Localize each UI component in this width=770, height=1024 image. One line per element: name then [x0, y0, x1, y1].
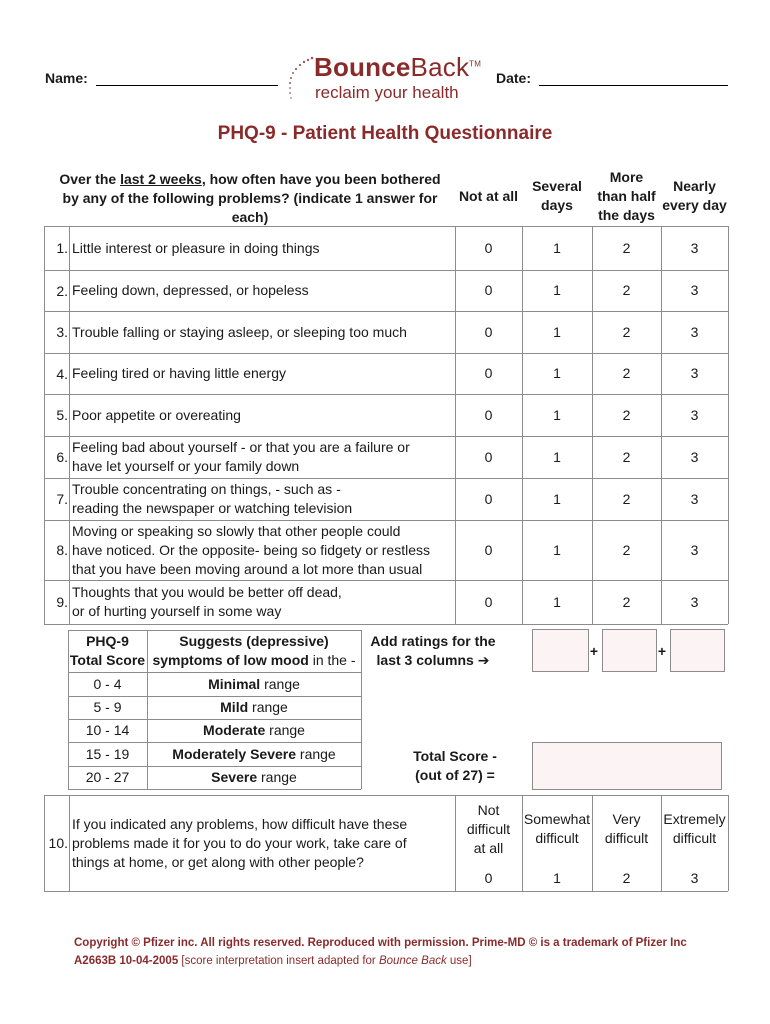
score-option[interactable]: 2 [622, 448, 631, 465]
difficulty-label: Very difficult [604, 811, 649, 846]
question-text: Trouble concentrating on things, - such as - reading the newspaper or watching television [72, 481, 353, 516]
difficulty-score-option[interactable]: 2 [622, 869, 631, 886]
add-ratings-label: Add ratings for the last 3 columns ➔ [370, 633, 496, 668]
severity-level: Moderate range [203, 722, 305, 738]
form-code-line: A2663B 10-04-2005 [score interpretation insert adapted for Bounce Back use] [74, 955, 472, 967]
severity-level: Severe range [211, 769, 297, 785]
score-range: 5 - 9 [93, 699, 122, 715]
score-option[interactable]: 3 [690, 448, 699, 465]
logo-swoosh-icon [284, 54, 314, 104]
score-option[interactable]: 1 [553, 282, 561, 298]
question-number: 1. [56, 240, 68, 256]
score-option[interactable]: 1 [553, 593, 561, 610]
score-option[interactable]: 1 [553, 541, 561, 558]
total-score-box[interactable] [532, 742, 722, 790]
logo-tagline: reclaim your health [315, 83, 459, 102]
score-option[interactable]: 2 [622, 365, 631, 381]
score-option[interactable]: 0 [484, 239, 493, 256]
question-text: Feeling bad about yourself - or that you are a failure or have let yourself or your family down [72, 439, 410, 474]
score-option[interactable]: 0 [484, 323, 493, 340]
grid-column-divider [728, 226, 729, 624]
score-option[interactable]: 0 [484, 490, 493, 507]
question-header: Over the last 2 weeks, how often have you been bothered by any of the following problems? (indicate 1 answer for each) [59, 170, 441, 225]
score-option[interactable]: 3 [690, 593, 699, 610]
question-text: Thoughts that you would be better off dead, or of hurting yourself in some way [72, 584, 342, 619]
row-divider [44, 624, 728, 625]
score-option[interactable]: 1 [553, 365, 561, 381]
arrow-right-icon: ➔ [477, 652, 490, 668]
question-text: Poor appetite or overeating [72, 406, 241, 423]
question-text: Moving or speaking so slowly that other people could have noticed. Or the opposite- being so fidgety or restless that you have been moving around a lot more than usual [72, 522, 430, 577]
copyright-line: Copyright © Pfizer inc. All rights reserved. Reproduced with permission. Prime-MD © is a trademark of Pfizer Inc [74, 937, 687, 949]
question-number: 5. [56, 407, 68, 423]
score-option[interactable]: 1 [553, 406, 561, 423]
score-option[interactable]: 3 [690, 406, 699, 423]
grid-number-divider [69, 226, 70, 624]
score-option[interactable]: 2 [622, 282, 631, 298]
score-option[interactable]: 2 [622, 593, 631, 610]
score-table-divider [68, 789, 361, 790]
score-option[interactable]: 0 [484, 365, 493, 381]
score-table-header-symptoms: Suggests (depressive) symptoms of low mood in the - [152, 633, 356, 668]
score-option[interactable]: 3 [690, 282, 699, 298]
difficulty-label: Not difficult at all [466, 801, 511, 856]
score-option[interactable]: 3 [690, 365, 699, 381]
score-range: 15 - 19 [85, 745, 130, 762]
q10-border [44, 891, 728, 892]
q10-border [69, 795, 70, 891]
score-range: 0 - 4 [93, 675, 122, 692]
difficulty-score-option[interactable]: 1 [553, 869, 561, 886]
date-label: Date: [496, 70, 532, 86]
score-option[interactable]: 2 [622, 323, 631, 340]
score-table-divider [361, 630, 362, 789]
score-option[interactable]: 1 [553, 323, 561, 340]
score-range: 10 - 14 [85, 722, 130, 738]
score-option[interactable]: 0 [484, 541, 493, 558]
logo-bold-text: Bounce [314, 52, 411, 82]
score-option[interactable]: 0 [484, 448, 493, 465]
question-text: Feeling tired or having little energy [72, 365, 287, 381]
col-header-not-at-all: Not at all [458, 187, 519, 204]
name-label: Name: [45, 70, 88, 86]
question-text: Trouble falling or staying asleep, or sleeping too much [72, 323, 407, 340]
severity-level: Minimal range [208, 675, 300, 692]
plus-sign-1: + [589, 642, 599, 659]
difficulty-score-option[interactable]: 3 [690, 869, 699, 886]
score-range: 20 - 27 [85, 769, 130, 785]
score-option[interactable]: 1 [553, 490, 561, 507]
score-option[interactable]: 2 [622, 541, 631, 558]
question-text: Little interest or pleasure in doing things [72, 239, 320, 256]
score-option[interactable]: 2 [622, 406, 631, 423]
sum-box-more-than-half[interactable] [602, 629, 657, 672]
score-option[interactable]: 2 [622, 490, 631, 507]
date-field[interactable] [496, 70, 728, 86]
logo-tm: TM [469, 59, 482, 69]
difficulty-label: Somewhat difficult [523, 811, 591, 846]
difficulty-label: Extremely difficult [663, 811, 726, 846]
score-option[interactable]: 3 [690, 323, 699, 340]
severity-level: Mild range [220, 699, 288, 715]
name-line[interactable] [96, 70, 278, 86]
total-score-label: Total Score - (out of 27) = [413, 748, 497, 783]
severity-level: Moderately Severe range [172, 745, 336, 762]
logo [284, 50, 494, 108]
col-header-several-days: Several days [532, 178, 582, 213]
question-number: 4. [56, 365, 68, 382]
score-table-header-total: PHQ-9 Total Score [69, 633, 146, 668]
date-line[interactable] [539, 70, 728, 86]
question-text: Feeling down, depressed, or hopeless [72, 282, 309, 298]
score-option[interactable]: 0 [484, 593, 493, 610]
plus-sign-2: + [657, 642, 667, 659]
question-number: 2. [56, 282, 68, 299]
score-option[interactable]: 3 [690, 239, 699, 256]
name-field[interactable] [45, 70, 278, 86]
score-option[interactable]: 3 [690, 541, 699, 558]
logo-light-text: Back [410, 52, 470, 82]
score-option[interactable]: 0 [484, 406, 493, 423]
question-number: 3. [56, 324, 68, 340]
score-option[interactable]: 0 [484, 282, 493, 298]
score-option[interactable]: 3 [690, 490, 699, 507]
difficulty-score-option[interactable]: 0 [484, 869, 493, 886]
question-number: 6. [56, 449, 68, 465]
question-number: 8. [56, 542, 68, 558]
q10-text: If you indicated any problems, how difficult have these problems made it for you to do your work, take care of things at home, or get along with other people? [72, 815, 408, 870]
sum-box-nearly-every-day[interactable] [670, 629, 725, 672]
page-title: PHQ-9 - Patient Health Questionnaire [217, 123, 553, 144]
question-number: 10. [48, 835, 68, 851]
score-option[interactable]: 2 [622, 239, 631, 256]
question-number: 7. [56, 491, 68, 507]
question-number: 9. [56, 594, 68, 610]
col-header-nearly-every-day: Nearly every day [662, 178, 727, 213]
score-option[interactable]: 1 [553, 239, 561, 256]
score-option[interactable]: 1 [553, 448, 561, 465]
q10-border [728, 795, 729, 891]
col-header-more-than-half: More than half the days [597, 168, 656, 223]
sum-box-several[interactable] [532, 629, 589, 672]
